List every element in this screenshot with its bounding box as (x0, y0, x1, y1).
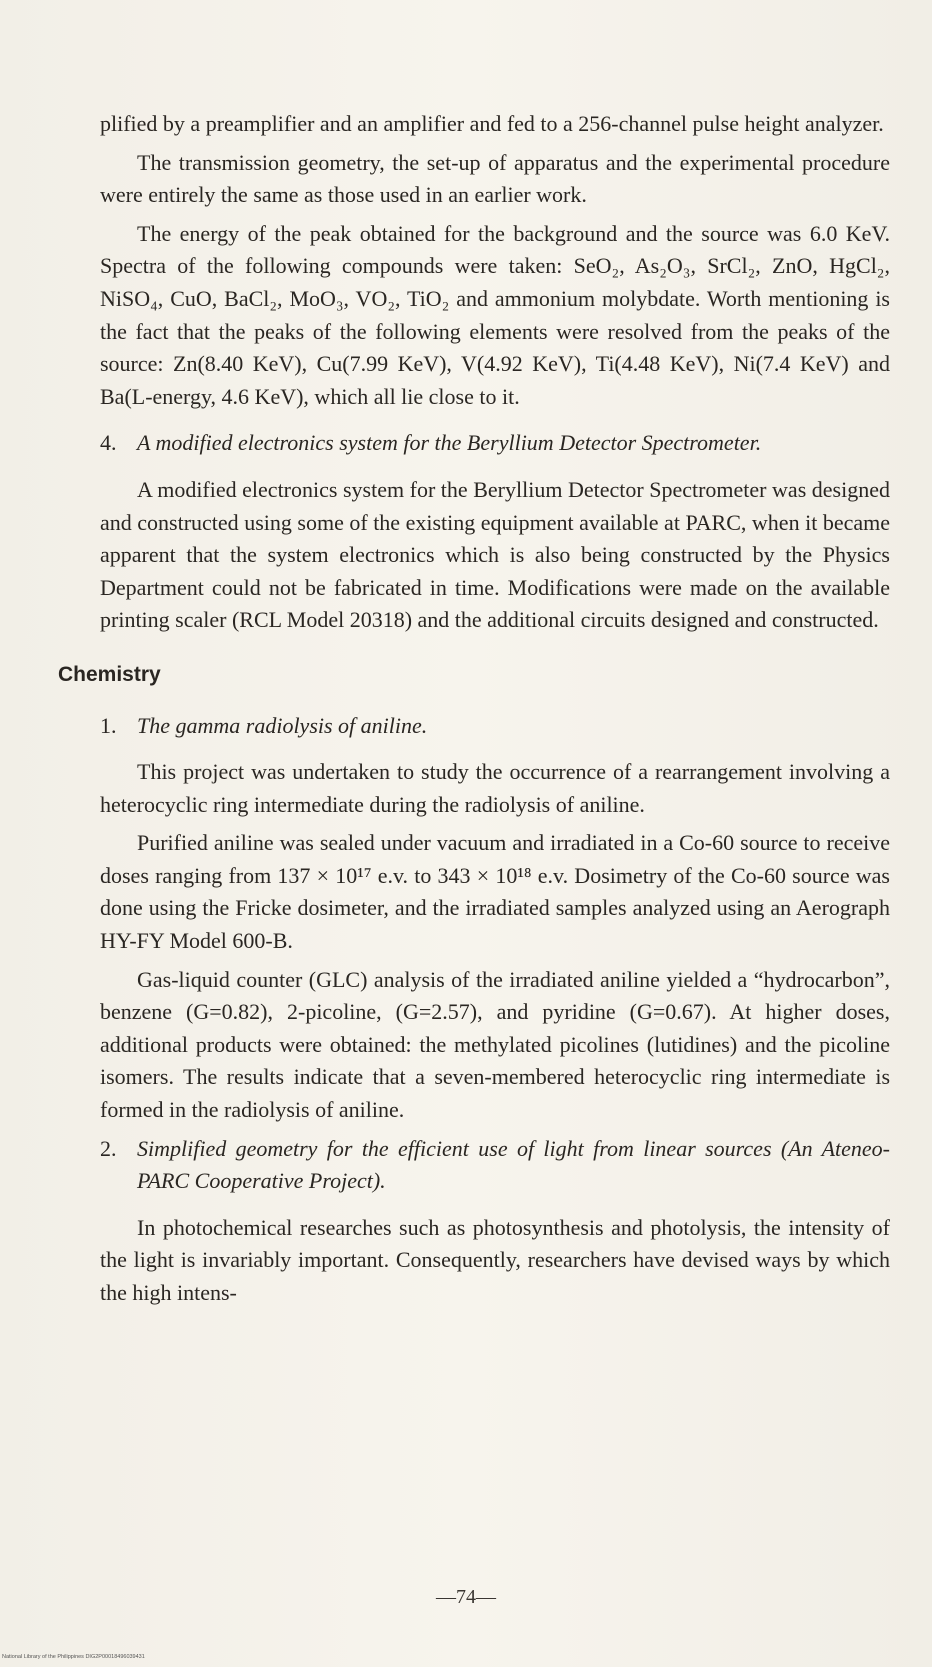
paragraph-photochemical-researches: In photochemical researches such as photosynthesis and photolysis, the intensity of the light is invariably important. Consequently, researchers have devised ways by which the high intens- (100, 1214, 890, 1305)
paragraph-transmission-geometry: The transmission geometry, the set-up of apparatus and the experimental procedure were entirely the same as those used in an earlier work. (100, 149, 890, 208)
chem-item-2-title: Simplified geometry for the efficient use of light from linear sources (An Ateneo-PARC Cooperative Project). (137, 1135, 890, 1194)
page-number: —74— (436, 1586, 496, 1608)
chem-item-2-heading (100, 1133, 890, 1198)
paragraph-energy-peak-part-b: and ammonium molybdate. Worth mentioning is the fact that the peaks of the following elements were resolved from the peaks of the source: Zn(8.40 KeV), Cu(7.99 KeV), V(4.92 KeV), Ti(4.48 KeV), Ni(7.4 KeV) and Ba(L-energy, 4.6 KeV), which all lie close to it. (100, 285, 890, 409)
paragraph-continuation: plified by a preamplifier and an amplifier and fed to a 256-channel pulse height analyzer. (100, 111, 884, 136)
library-footer-text: National Library of the Philippines DIG2P00018496039431 (2, 1654, 145, 1660)
chem-item-1-number: 1. (100, 712, 117, 738)
section-heading-chemistry: Chemistry (58, 662, 161, 686)
paragraph-electronics-system: A modified electronics system for the Beryllium Detector Spectrometer was designed and constructed using some of the existing equipment available at PARC, when it became apparent that the system electronics which is also being constructed by the Physics Department could not be fabricated in time. Modifications were made on the available printing scaler (RCL Model 20318) and the additional circuits designed and constructed. (100, 476, 890, 633)
chem-item-1-title: The gamma radiolysis of aniline. (137, 712, 428, 738)
paragraph-energy-peak (100, 218, 890, 414)
paragraph-energy-peak-part-a: The energy of the peak obtained for the background and the source was 6.0 KeV. Spectra of the following compounds were taken: (100, 220, 890, 279)
document-body (58, 108, 890, 1316)
chem-item-1-heading (100, 710, 890, 743)
chem-item-2-number: 2. (100, 1135, 117, 1161)
item-4-title: A modified electronics system for the Beryllium Detector Spectrometer. (137, 430, 762, 456)
item-4-heading (100, 427, 890, 460)
compound-list: SeO₂, As₂O₃, SrCl₂, ZnO, HgCl₂, NiSO₄, CuO, BaCl₂, MoO₃, VO₂, TiO₂ (100, 253, 890, 311)
item-4-number: 4. (100, 430, 117, 456)
paragraph-aniline-irradiation: Purified aniline was sealed under vacuum and irradiated in a Co-60 source to receive doses ranging from 137 × 10¹⁷ e.v. to 343 × 10¹⁸ e.v. Dosimetry of the Co-60 source was done using the Fricke dosimeter, and the irradiated samples analyzed using an Aerograph HY-FY Model 600-B. (100, 830, 890, 954)
paragraph-glc-analysis: Gas-liquid counter (GLC) analysis of the irradiated aniline yielded a “hydrocarbon”, benzene (G=0.82), 2-picoline, (G=2.57), and pyridine (G=0.67). At higher doses, additional products were obtained: the methylated picolines (lutidines) and the picoline isomers. The results indicate that a seven-membered heterocyclic ring intermediate is formed in the radiolysis of aniline. (100, 966, 890, 1123)
paragraph-aniline-project: This project was undertaken to study the occurrence of a rearrangement involving a heterocyclic ring intermediate during the radiolysis of aniline. (100, 759, 890, 817)
